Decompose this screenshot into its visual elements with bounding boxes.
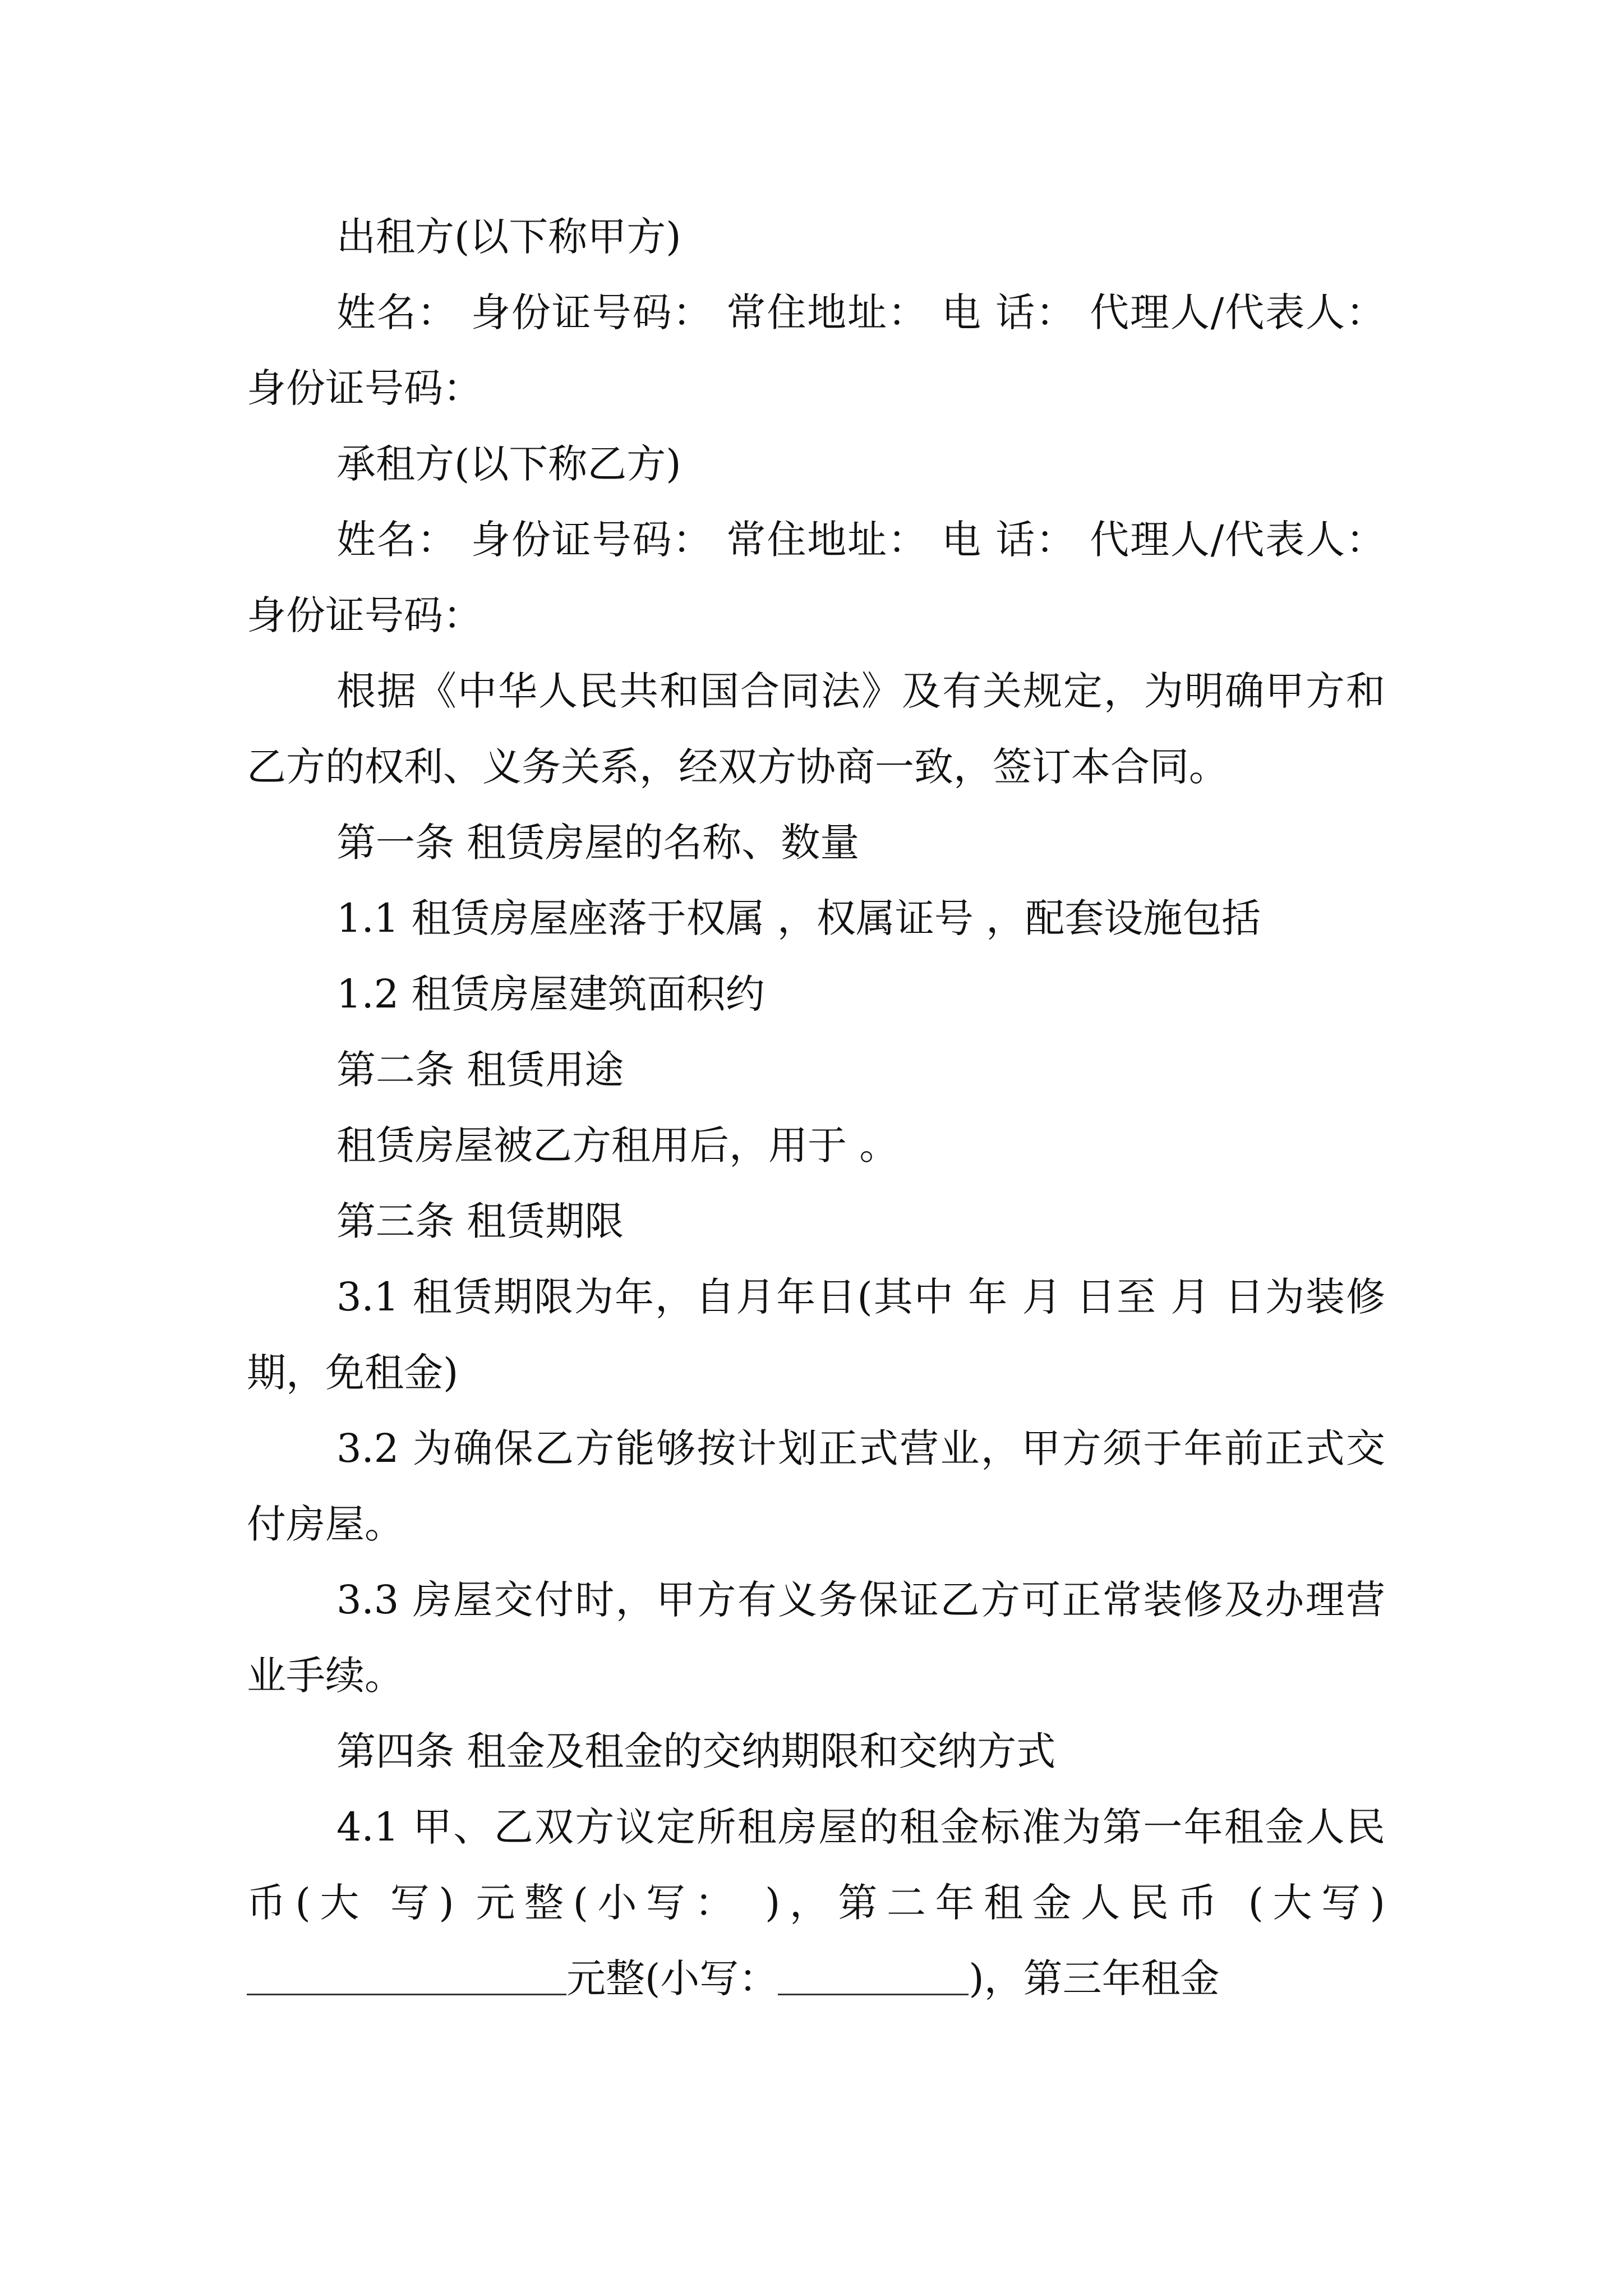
contract-body [247, 199, 1385, 2017]
article-3-title: 第三条 租赁期限 [336, 1198, 624, 1244]
lessor-info: 姓名： 身份证号码： 常住地址： 电 话： 代理人/代表人： 身份证号码： [247, 289, 1385, 411]
article-1-title: 第一条 租赁房屋的名称、数量 [336, 820, 860, 866]
clause-3-3: 3.3 房屋交付时，甲方有义务保证乙方可正常装修及办理营业手续。 [247, 1577, 1385, 1699]
clause-1-2: 1.2 租赁房屋建筑面积约 [336, 971, 765, 1017]
fill-in-blank-line [778, 1954, 969, 1995]
clause-1-1: 1.1 租赁房屋座落于权属 ，权属证号 ，配套设施包括 [336, 895, 1261, 941]
article-2-body: 租赁房屋被乙方租用后，用于 。 [336, 1122, 899, 1168]
article-2-title: 第二条 租赁用途 [336, 1047, 624, 1093]
clause-4-1 [247, 1789, 1385, 2017]
article-4-title: 第四条 租金及租金的交纳期限和交纳方式 [336, 1728, 1056, 1774]
clause-4-1-part-c: )，第三年租金 [969, 1955, 1220, 2001]
lessor-heading: 出租方(以下称甲方) [336, 214, 681, 260]
clause-4-1-part-b: 元整(小写： [566, 1955, 778, 2001]
clause-4-1-part-a: 4.1 甲、乙双方议定所租房屋的租金标准为第一年租金人民币(大 写) 元整(小写： )，第二年租金人民币 (大写) [247, 1804, 1385, 1926]
lessee-heading: 承租方(以下称乙方) [336, 441, 681, 487]
lessee-info: 姓名： 身份证号码： 常住地址： 电 话： 代理人/代表人： 身份证号码： [247, 517, 1385, 638]
fill-in-blank-line [247, 1954, 566, 1995]
clause-3-2: 3.2 为确保乙方能够按计划正式营业，甲方须于年前正式交付房屋。 [247, 1425, 1385, 1547]
preamble: 根据《中华人民共和国合同法》及有关规定，为明确甲方和乙方的权利、义务关系，经双方协商一致，签订本合同。 [247, 668, 1385, 790]
clause-3-1: 3.1 租赁期限为年，自月年日(其中 年 月 日至 月 日为装修期，免租金) [247, 1274, 1385, 1396]
